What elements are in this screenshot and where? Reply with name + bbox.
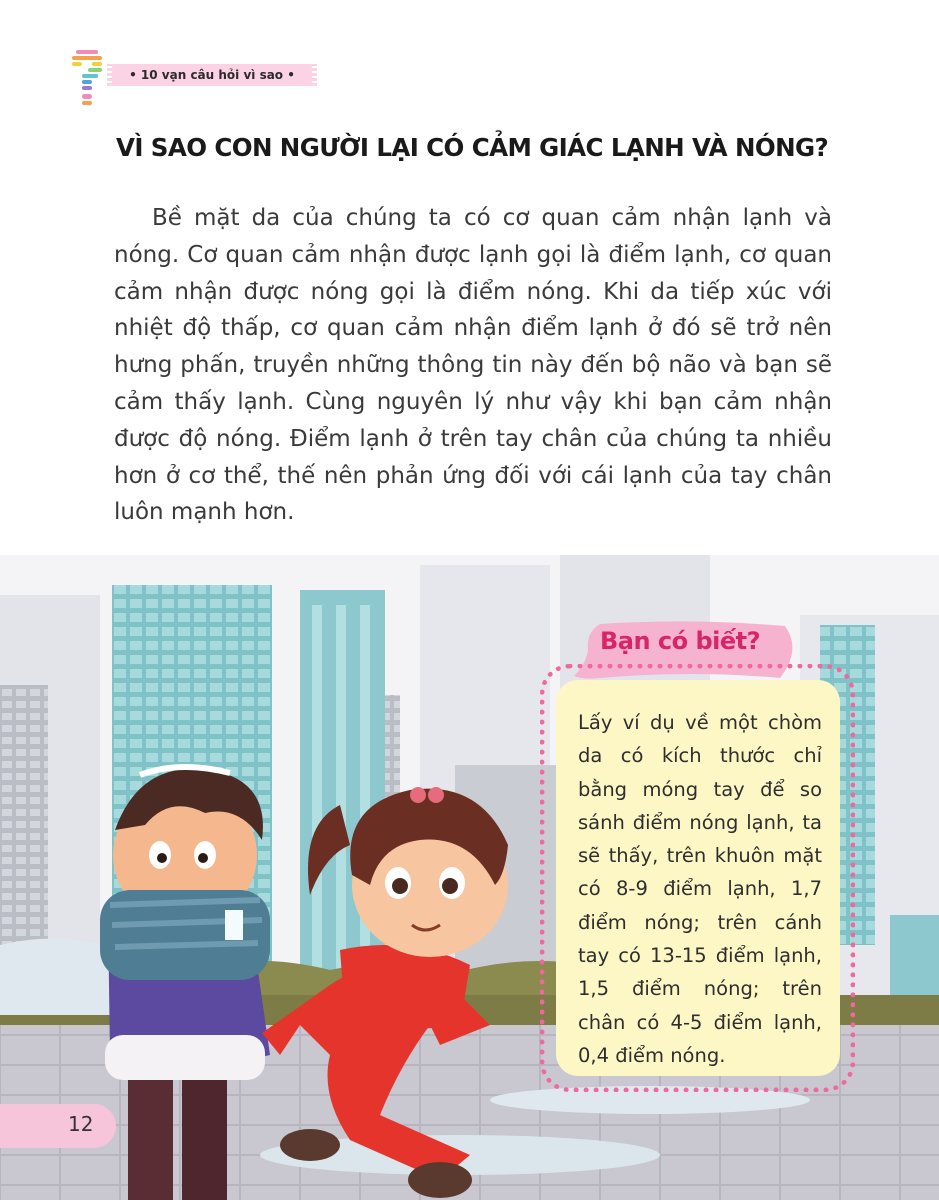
did-you-know-text: Lấy ví dụ về một chòm da có kích thước chỉ bằng móng tay để so sánh điểm nóng lạnh, ta sẽ thấy, trên khuôn mặt có 8-9 điểm lạnh, 1,7 điểm nóng; trên cánh tay có 13-15 điểm lạnh, 1,5 điểm nóng; trên chân có 4-5 điểm lạnh, 0,4 điểm nóng. xyxy=(578,711,822,1067)
page-number-tab xyxy=(0,1104,116,1148)
did-you-know-title: Bạn có biết? xyxy=(600,627,761,655)
question-mark-logo-icon xyxy=(70,50,104,106)
page-title: VÌ SAO CON NGƯỜI LẠI CÓ CẢM GIÁC LẠNH VÀ NÓNG? xyxy=(116,133,829,162)
body-paragraph: Bề mặt da của chúng ta có cơ quan cảm nhận lạnh và nóng. Cơ quan cảm nhận được lạnh gọi là điểm lạnh, cơ quan cảm nhận được nóng gọi là điểm nóng. Khi da tiếp xúc với nhiệt độ thấp, cơ quan cảm nhận điểm lạnh ở đó sẽ trở nên hưng phấn, truyền những thông tin này đến bộ não và bạn sẽ cảm thấy lạnh. Cùng nguyên lý như vậy khi bạn cảm nhận được độ nóng. Điểm lạnh ở trên tay chân của chúng ta nhiều hơn ở cơ thể, thế nên phản ứng đối với cái lạnh của tay chân luôn mạnh hơn. xyxy=(114,205,832,526)
page-number: 12 xyxy=(68,1112,94,1136)
series-tag: • 10 vạn câu hỏi vì sao • xyxy=(112,64,312,86)
